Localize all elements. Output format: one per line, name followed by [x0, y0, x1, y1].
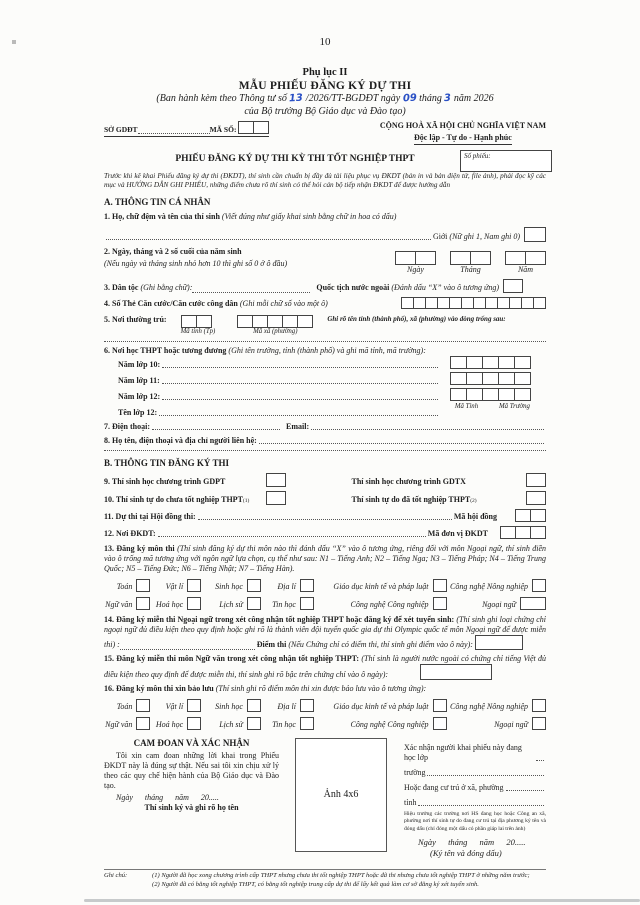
field-12-row: 12. Nơi ĐKDT: Mã đơn vị ĐKDT	[104, 526, 546, 539]
footnote-2: (2) Người đã có bằng tốt nghiệp THPT, có bằng tốt nghiệp trung cấp dự thi để lấy kết quả làm cơ sở đăng ký xét tuyển sinh.	[152, 880, 479, 888]
section-a-title: A. THÔNG TIN CÁ NHÂN	[104, 196, 211, 207]
confirm-province-input-line[interactable]	[418, 805, 544, 806]
foreign-language-code-box[interactable]	[520, 597, 546, 610]
residence-note: Ghi rõ tên tỉnh (thành phố), xã (phường) vào dòng trống sau:	[327, 315, 506, 324]
gdpt-checkbox[interactable]	[266, 473, 286, 487]
year-label: Năm	[517, 265, 534, 275]
school-code-cell[interactable]	[482, 388, 499, 401]
citizen-id-boxes	[401, 297, 546, 309]
subject-label: Toán	[116, 701, 133, 711]
commune-code-label: Mã xã (phường)	[253, 328, 298, 336]
subject-label: Công nghệ Nông nghiệp	[450, 581, 528, 591]
reserved-score-box[interactable]	[187, 699, 201, 712]
commune-box-cell[interactable]	[282, 315, 298, 328]
reserved-score-box[interactable]	[136, 717, 150, 730]
gender-box[interactable]	[524, 227, 546, 242]
form-title: PHIẾU ĐĂNG KÝ DỰ THI KỲ THI TỐT NGHIỆP THPT	[175, 154, 415, 165]
candidate-date-line: Ngày tháng năm 20.....	[116, 793, 219, 803]
school-code-cell[interactable]	[450, 388, 467, 401]
province-box-cell[interactable]	[196, 315, 212, 328]
contact-person-input-line2[interactable]	[104, 446, 546, 451]
commune-box-cell[interactable]	[267, 315, 283, 328]
subject-label: Sinh học	[215, 581, 243, 591]
subject-label: Lịch sử	[219, 719, 243, 729]
confirm-school-input-line[interactable]	[427, 775, 544, 776]
school-code-cell[interactable]	[498, 356, 515, 369]
subject-label: Địa lí	[277, 581, 296, 591]
field-1-row: 1. Họ, chữ đệm và tên của thí sinh (Viết đúng như giấy khai sinh bằng chữ in hoa có dấu)	[104, 212, 397, 222]
province-code-label: Mã tỉnh (Tp)	[180, 328, 216, 336]
day-boxes	[395, 251, 436, 265]
subject-label: Tin học	[272, 719, 296, 729]
subject-label: Địa lí	[277, 701, 296, 711]
class12-name-input-line[interactable]	[159, 415, 438, 416]
school-code-cell[interactable]	[514, 356, 531, 369]
field-7-row: 7. Điện thoại: Email:	[104, 422, 546, 432]
field-9-row: 9. Thí sinh học chương trình GDPT Thí sinh học chương trình GDTX	[104, 473, 546, 487]
field-5-row: 5. Nơi thường trú: Mã tỉnh (Tp) Mã xã (phường) Ghi rõ tên tỉnh (thành phố), xã (phường) vào dòng trống sau:	[104, 315, 506, 336]
council-box-cell[interactable]	[530, 509, 546, 522]
school-grade10-input-line[interactable]	[162, 367, 438, 368]
day-label: Ngày	[407, 265, 424, 275]
subjects-row1-f13	[104, 579, 546, 592]
email-input-line[interactable]	[311, 429, 544, 430]
subject-checkbox[interactable]	[300, 579, 314, 592]
footer-divider	[104, 869, 546, 870]
month-box-cell[interactable]	[450, 251, 471, 265]
year-boxes	[505, 251, 546, 265]
subject-label: Vật lí	[165, 581, 184, 591]
year-box-cell[interactable]	[525, 251, 546, 265]
subject-checkbox[interactable]	[433, 597, 447, 610]
school-code-cell[interactable]	[514, 388, 531, 401]
commune-box-cell[interactable]	[297, 315, 313, 328]
field-16-text: 16. Đăng ký môn thi xin bảo lưu (Thí sinh ghi rõ điểm môn thi xin được bảo lưu vào ô tương ứng):	[104, 683, 427, 693]
issuance-line: (Ban hành kèm theo Thông tư số 13 /2026/TT-BGDĐT ngày 09 tháng 3 năm 2026	[156, 92, 494, 105]
subjects-row2-f16	[104, 717, 546, 730]
school-code-cell[interactable]	[466, 372, 483, 385]
unit-box-cell[interactable]	[500, 526, 516, 539]
national-header	[380, 121, 546, 145]
subject-checkbox[interactable]	[136, 597, 150, 610]
reserved-score-box[interactable]	[247, 699, 261, 712]
school-code-cell[interactable]	[482, 356, 499, 369]
province-box-cell[interactable]	[181, 315, 197, 328]
motto-line: Độc lập - Tự do - Hạnh phúc	[414, 133, 512, 145]
subject-label: Giáo dục kinh tế và pháp luật	[333, 701, 429, 711]
phone-input-line[interactable]	[152, 429, 280, 430]
subject-checkbox[interactable]	[136, 579, 150, 592]
field-1-input-row: Giới (Nữ ghi 1, Nam ghi 0)	[104, 227, 546, 242]
ma-tinh-label: Mã Tỉnh	[454, 402, 479, 410]
year-box-cell[interactable]	[505, 251, 526, 265]
subject-label: Ngoại ngữ	[494, 719, 528, 729]
subject-label: Công nghệ Nông nghiệp	[450, 701, 528, 711]
subjects-row1-f16	[104, 699, 546, 712]
commune-code-boxes	[237, 315, 313, 328]
day-box-cell[interactable]	[395, 251, 416, 265]
so-gddt-line: SỞ GDĐT MÃ SỐ:	[104, 121, 269, 137]
candidate-sign-line: Thí sinh ký và ghi rõ họ tên	[144, 803, 239, 813]
field-11-row: 11. Dự thi tại Hội đồng thi: Mã hội đồng	[104, 509, 546, 522]
school-code-cell[interactable]	[466, 388, 483, 401]
subject-label: Toán	[116, 581, 133, 591]
subject-label: Ngữ văn	[105, 719, 133, 729]
reserved-score-box[interactable]	[433, 717, 447, 730]
document-title: MẪU PHIẾU ĐĂNG KÝ DỰ THI	[238, 79, 412, 92]
field-10-row: 10. Thí sinh tự do chưa tốt nghiệp THPT (1) Thí sinh tự do đã tốt nghiệp THPT (2)	[104, 491, 546, 505]
registration-unit-code-boxes	[500, 526, 546, 539]
school-code-cell[interactable]	[450, 372, 467, 385]
month-label: Tháng	[460, 265, 481, 275]
reserved-score-box[interactable]	[433, 699, 447, 712]
residence-input-line[interactable]	[104, 337, 546, 342]
field-13-text: 13. Đăng ký môn thi (Thí sinh đăng ký dự thi môn nào thì đánh dấu “X” vào ô tương ứng, riêng đối với môn Ngoại ngữ, thí sinh điền vào ô trống mã tương ứng với ngôn ngữ lựa chọn, cụ thể như sau: N1 – Tiếng Anh; N2 – Tiếng Nga; N3 – Tiếng Pháp; N4 – Tiếng Trung Quốc; N5 – Tiếng Đức; N6 – Tiếng Nhật; N7 – Tiếng Hàn).	[104, 543, 547, 573]
subject-label: Vật lí	[165, 701, 184, 711]
month-box-cell[interactable]	[470, 251, 491, 265]
school-code-cell[interactable]	[514, 372, 531, 385]
reserved-score-box[interactable]	[532, 699, 546, 712]
photo-box-label: Ảnh 4x6	[323, 788, 359, 800]
subjects-row2-f13	[104, 597, 546, 610]
field-2-row: 2. Ngày, tháng và 2 số cuối của năm sinh (Nếu ngày và tháng sinh nhỏ hơn 10 thì ghi số 0 ở ô đầu) Ngày Tháng Năm	[104, 247, 546, 275]
field-15-text: 15. Đăng ký miễn thi môn Ngữ văn trong xét công nhận tốt nghiệp THPT: (Thí sinh là người nước ngoài có chứng chỉ tiếng Việt đủ điều kiện theo quy định để được miễn thi, thí sinh ghi rõ bậc trên chứng chỉ vào ô ngày):	[104, 653, 547, 679]
subject-label: Sinh học	[215, 701, 243, 711]
confirm-commune-input-line[interactable]	[506, 790, 544, 791]
handwritten-day: 09	[402, 92, 417, 105]
vietnamese-certificate-level-box[interactable]	[420, 664, 492, 680]
field-8-row: 8. Họ tên, điện thoại và địa chỉ người liên hệ:	[104, 436, 546, 446]
field-4-row: 4. Số Thẻ Căn cước/Căn cước công dân (Ghi mỗi chữ số vào một ô)	[104, 297, 546, 309]
confirmer-sign-line: (Ký tên và đóng dấu)	[430, 848, 502, 859]
scan-artifact	[12, 40, 16, 44]
code-box-cell[interactable]	[253, 121, 269, 134]
so-gddt-input-line[interactable]	[138, 126, 210, 134]
reserved-score-box[interactable]	[187, 717, 201, 730]
contact-person-input-line[interactable]	[259, 443, 544, 444]
field-14-text: 14. Đăng ký miễn thi Ngoại ngữ trong xét công nhận tốt nghiệp THPT hoặc đăng ký để xét tuyển sinh: (Thí sinh ghi loại chứng chỉ ngoại ngữ đủ điều kiện theo quy định hoặc ghi rõ là thành viên đội tuyển quốc gia dự thi Olympic quốc tế môn Ngoại ngữ để được miễn thi) : Điểm thi (Nếu Chứng chỉ có điểm thi, thí sinh ghi điểm vào ô này):	[104, 614, 547, 649]
exam-council-input-line[interactable]	[198, 519, 452, 520]
school-code-cell[interactable]	[450, 356, 467, 369]
province-code-boxes	[181, 315, 216, 328]
council-code-boxes	[515, 509, 546, 522]
commitment-title: CAM ĐOAN VÀ XÁC NHẬN	[133, 737, 250, 748]
birthdate-boxes	[395, 251, 546, 275]
subject-checkbox[interactable]	[247, 597, 261, 610]
handwritten-circular-number: 13	[289, 92, 304, 105]
school-code-cell[interactable]	[498, 388, 515, 401]
subject-checkbox[interactable]	[187, 597, 201, 610]
exemption-certificate-input-line[interactable]	[120, 642, 255, 650]
page-number: 10	[319, 36, 331, 48]
id-box-cell[interactable]	[533, 297, 546, 309]
subject-label: Hoá học	[155, 719, 184, 729]
subject-checkbox[interactable]	[433, 579, 447, 592]
ma-truong-label: Mã Trường	[499, 402, 530, 410]
subject-checkbox[interactable]	[247, 579, 261, 592]
field-3-row: 3. Dân tộc (Ghi bằng chữ): Quốc tịch nước ngoài (Đánh dấu “X” vào ô tương ứng)	[104, 279, 546, 293]
commune-box-cell[interactable]	[252, 315, 268, 328]
reserved-score-box[interactable]	[247, 717, 261, 730]
appendix-label: Phụ lục II	[302, 66, 348, 78]
scan-edge-artifact	[84, 899, 640, 902]
confirmer-date-line: Ngày tháng năm 20.....	[418, 837, 526, 848]
school-code-cell[interactable]	[482, 372, 499, 385]
handwritten-month: 3	[444, 93, 452, 105]
footnote-1: (1) Người đã học xong chương trình cấp THPT nhưng chưa thi tốt nghiệp THPT hoặc đã thi nhưng chưa tốt nghiệp THPT ở những năm trước;	[152, 871, 530, 879]
commune-box-cell[interactable]	[237, 315, 253, 328]
certificate-score-box[interactable]	[475, 635, 523, 650]
school-grade11-input-line[interactable]	[162, 383, 438, 384]
reserved-score-box[interactable]	[300, 699, 314, 712]
school-code-cell[interactable]	[498, 372, 515, 385]
subject-checkbox[interactable]	[532, 579, 546, 592]
school-code-cell[interactable]	[466, 356, 483, 369]
subject-checkbox[interactable]	[300, 597, 314, 610]
photo-box[interactable]	[295, 738, 387, 852]
commitment-body: Tôi xin cam đoan những lời khai trong Phiếu ĐKDT này là đúng sự thật. Nếu sai tôi xin chịu xử lý theo các quy chế hiện hành của Bộ Giáo dục và Đào tạo.	[104, 751, 279, 791]
ethnicity-input-line[interactable]	[192, 285, 310, 293]
subject-label: Giáo dục kinh tế và pháp luật	[333, 581, 429, 591]
school-code-grid	[450, 346, 546, 411]
registration-place-input-line[interactable]	[158, 536, 426, 537]
footnote-label: Ghi chú:	[104, 871, 128, 879]
confirmation-small-print: Hiệu trưởng các trường nơi HS đang học hoặc Công an xã, phường nơi thí sinh tự do đang cư trú tại địa phương ký tên và đóng dấu (chỉ đóng một dấu có phần giáp lai trên ảnh)	[404, 810, 546, 832]
republic-line: CỘNG HOÀ XÃ HỘI CHỦ NGHĨA VIỆT NAM	[379, 121, 546, 131]
unit-box-cell[interactable]	[515, 526, 531, 539]
issuance-line2: của Bộ trưởng Bộ Giáo dục và Đào tạo)	[244, 105, 406, 117]
subject-label: Ngữ văn	[105, 599, 133, 609]
subject-checkbox[interactable]	[187, 579, 201, 592]
subject-label: Lịch sử	[219, 599, 243, 609]
section-b-title: B. THÔNG TIN ĐĂNG KÝ THI	[104, 457, 230, 468]
subject-label: Ngoại ngữ	[482, 599, 516, 609]
code-box-cell[interactable]	[238, 121, 254, 134]
school-grade12-input-line[interactable]	[162, 399, 438, 400]
field-6-block: 6. Nơi học THPT hoặc tương đương (Ghi tên trường, tỉnh (thành phố) và ghi mã tỉnh, mã trường): Năm lớp 10: Năm lớp 11: Năm lớp 12: Tên lớp 12: Mã Tỉnh Mã Trường	[104, 346, 546, 418]
ma-so-boxes	[238, 121, 269, 134]
subject-label: Tin học	[272, 599, 296, 609]
reserved-score-box[interactable]	[136, 699, 150, 712]
fullname-input-line[interactable]	[106, 239, 431, 240]
subject-label: Công nghệ Công nghiệp	[350, 719, 429, 729]
gdtx-checkbox[interactable]	[526, 473, 546, 487]
confirm-class-input-line[interactable]	[536, 760, 544, 761]
subject-label: Công nghệ Công nghiệp	[350, 599, 429, 609]
reserved-score-box[interactable]	[532, 717, 546, 730]
intro-instructions: Trước khi kê khai Phiếu đăng ký dự thi (ĐKDT), thí sinh cần chuẩn bị đầy đủ tài liệu phục vụ ĐKDT (bản in và bản điện tử, file ảnh), phải đọc kỹ các mục và HƯỚNG DẪN GHI PHIẾU, những điểm chưa rõ thí sinh có thể hỏi cán bộ tiếp nhận ĐKDT để được hướng dẫn	[104, 172, 546, 190]
reserved-score-box[interactable]	[300, 717, 314, 730]
form-number-box[interactable]: Số phiếu:	[460, 150, 552, 172]
free-candidate-graduated-checkbox[interactable]	[526, 491, 546, 505]
council-box-cell[interactable]	[515, 509, 531, 522]
subject-label: Hoá học	[155, 599, 184, 609]
unit-box-cell[interactable]	[530, 526, 546, 539]
footnotes	[104, 872, 546, 890]
day-box-cell[interactable]	[415, 251, 436, 265]
free-candidate-not-graduated-checkbox[interactable]	[266, 491, 286, 505]
month-boxes	[450, 251, 491, 265]
foreign-nationality-box[interactable]	[503, 279, 523, 293]
signature-section: CAM ĐOAN VÀ XÁC NHẬN Tôi xin cam đoan những lời khai trong Phiếu ĐKDT này là đúng sự thật. Nếu sai tôi xin chịu xử lý theo các quy chế hiện hành của Bộ Giáo dục và Đào tạo. Ngày tháng năm 20..... Thí sinh ký và ghi rõ họ tên Ảnh 4x6 Xác nhận người khai phiếu này đang học lớp trường Hoặc đang cư trú ở xã, phường tỉnh Hiệu trưởng các trường nơi HS đang học hoặc Công an xã, phường nơi thí sinh tự do đang cư trú tại địa phương ký tên và đóng dấu (chỉ đóng một dấu có phần giáp lai trên ảnh) Ngày tháng năm 20..... (Ký tên và đóng dấu)	[104, 737, 546, 859]
